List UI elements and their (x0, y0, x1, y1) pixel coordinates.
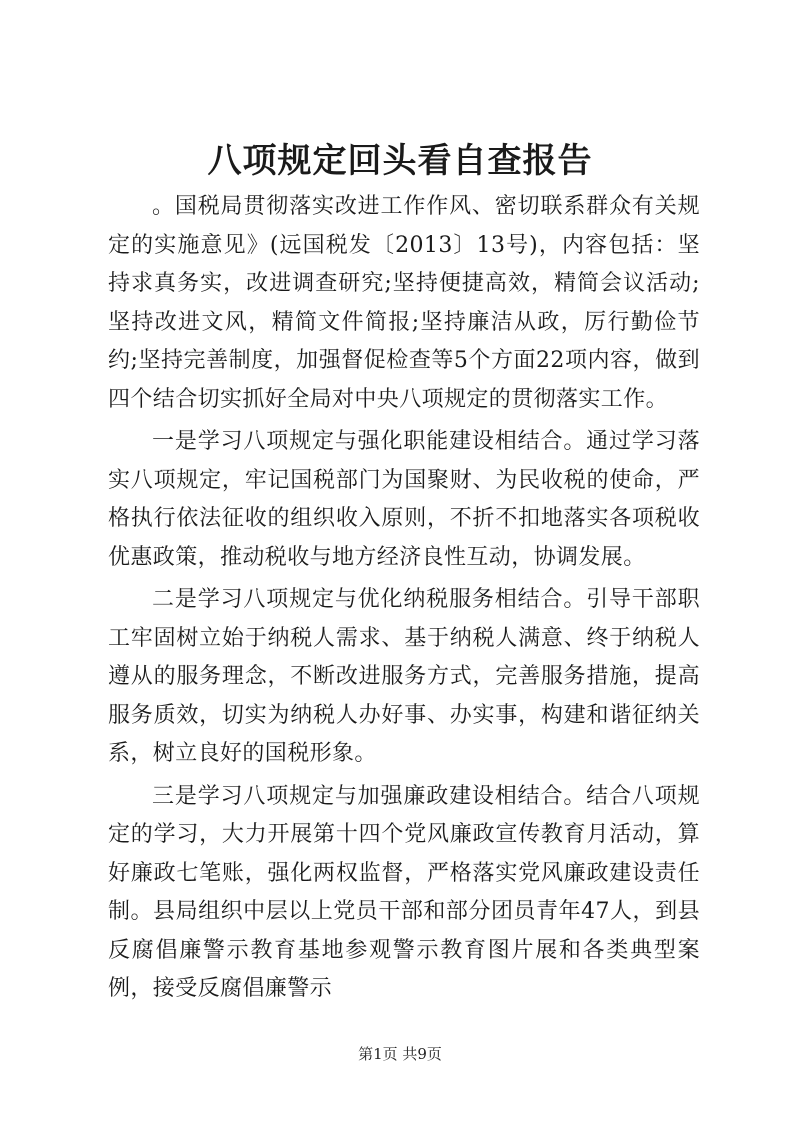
document-body (108, 188, 700, 1013)
page-title: 八项规定回头看自查报告 (207, 141, 593, 181)
paragraph-intro: 。国税局贯彻落实改进工作作风、密切联系群众有关规定的实施意见》(远国税发〔2013〕13号)，内容包括：坚持求真务实，改进调查研究;坚持便捷高效，精简会议活动;坚持改进文风，精简文件简报;坚持廉洁从政，厉行勤俭节约;坚持完善制度，加强督促检查等5个方面22项内容，做到四个结合切实抓好全局对中央八项规定的贯彻落实工作。 (108, 194, 700, 412)
page-footer: 第1页 共9页 (358, 1045, 442, 1063)
paragraph-point-one: 一是学习八项规定与强化职能建设相结合。通过学习落实八项规定，牢记国税部门为国聚财、为民收税的使命，严格执行依法征收的组织收入原则，不折不扣地落实各项税收优惠政策，推动税收与地方经济良性互动，协调发展。 (108, 429, 700, 570)
paragraph-point-two: 二是学习八项规定与优化纳税服务相结合。引导干部职工牢固树立始于纳税人需求、基于纳税人满意、终于纳税人遵从的服务理念，不断改进服务方式，完善服务措施，提高服务质效，切实为纳税人办好事、办实事，构建和谐征纳关系，树立良好的国税形象。 (108, 587, 700, 766)
paragraph-point-three: 三是学习八项规定与加强廉政建设相结合。结合八项规定的学习，大力开展第十四个党风廉政宣传教育月活动，算好廉政七笔账，强化两权监督，严格落实党风廉政建设责任制。县局组织中层以上党员干部和部分团员青年47人，到县反腐倡廉警示教育基地参观警示教育图片展和各类典型案例，接受反腐倡廉警示 (108, 783, 700, 1001)
